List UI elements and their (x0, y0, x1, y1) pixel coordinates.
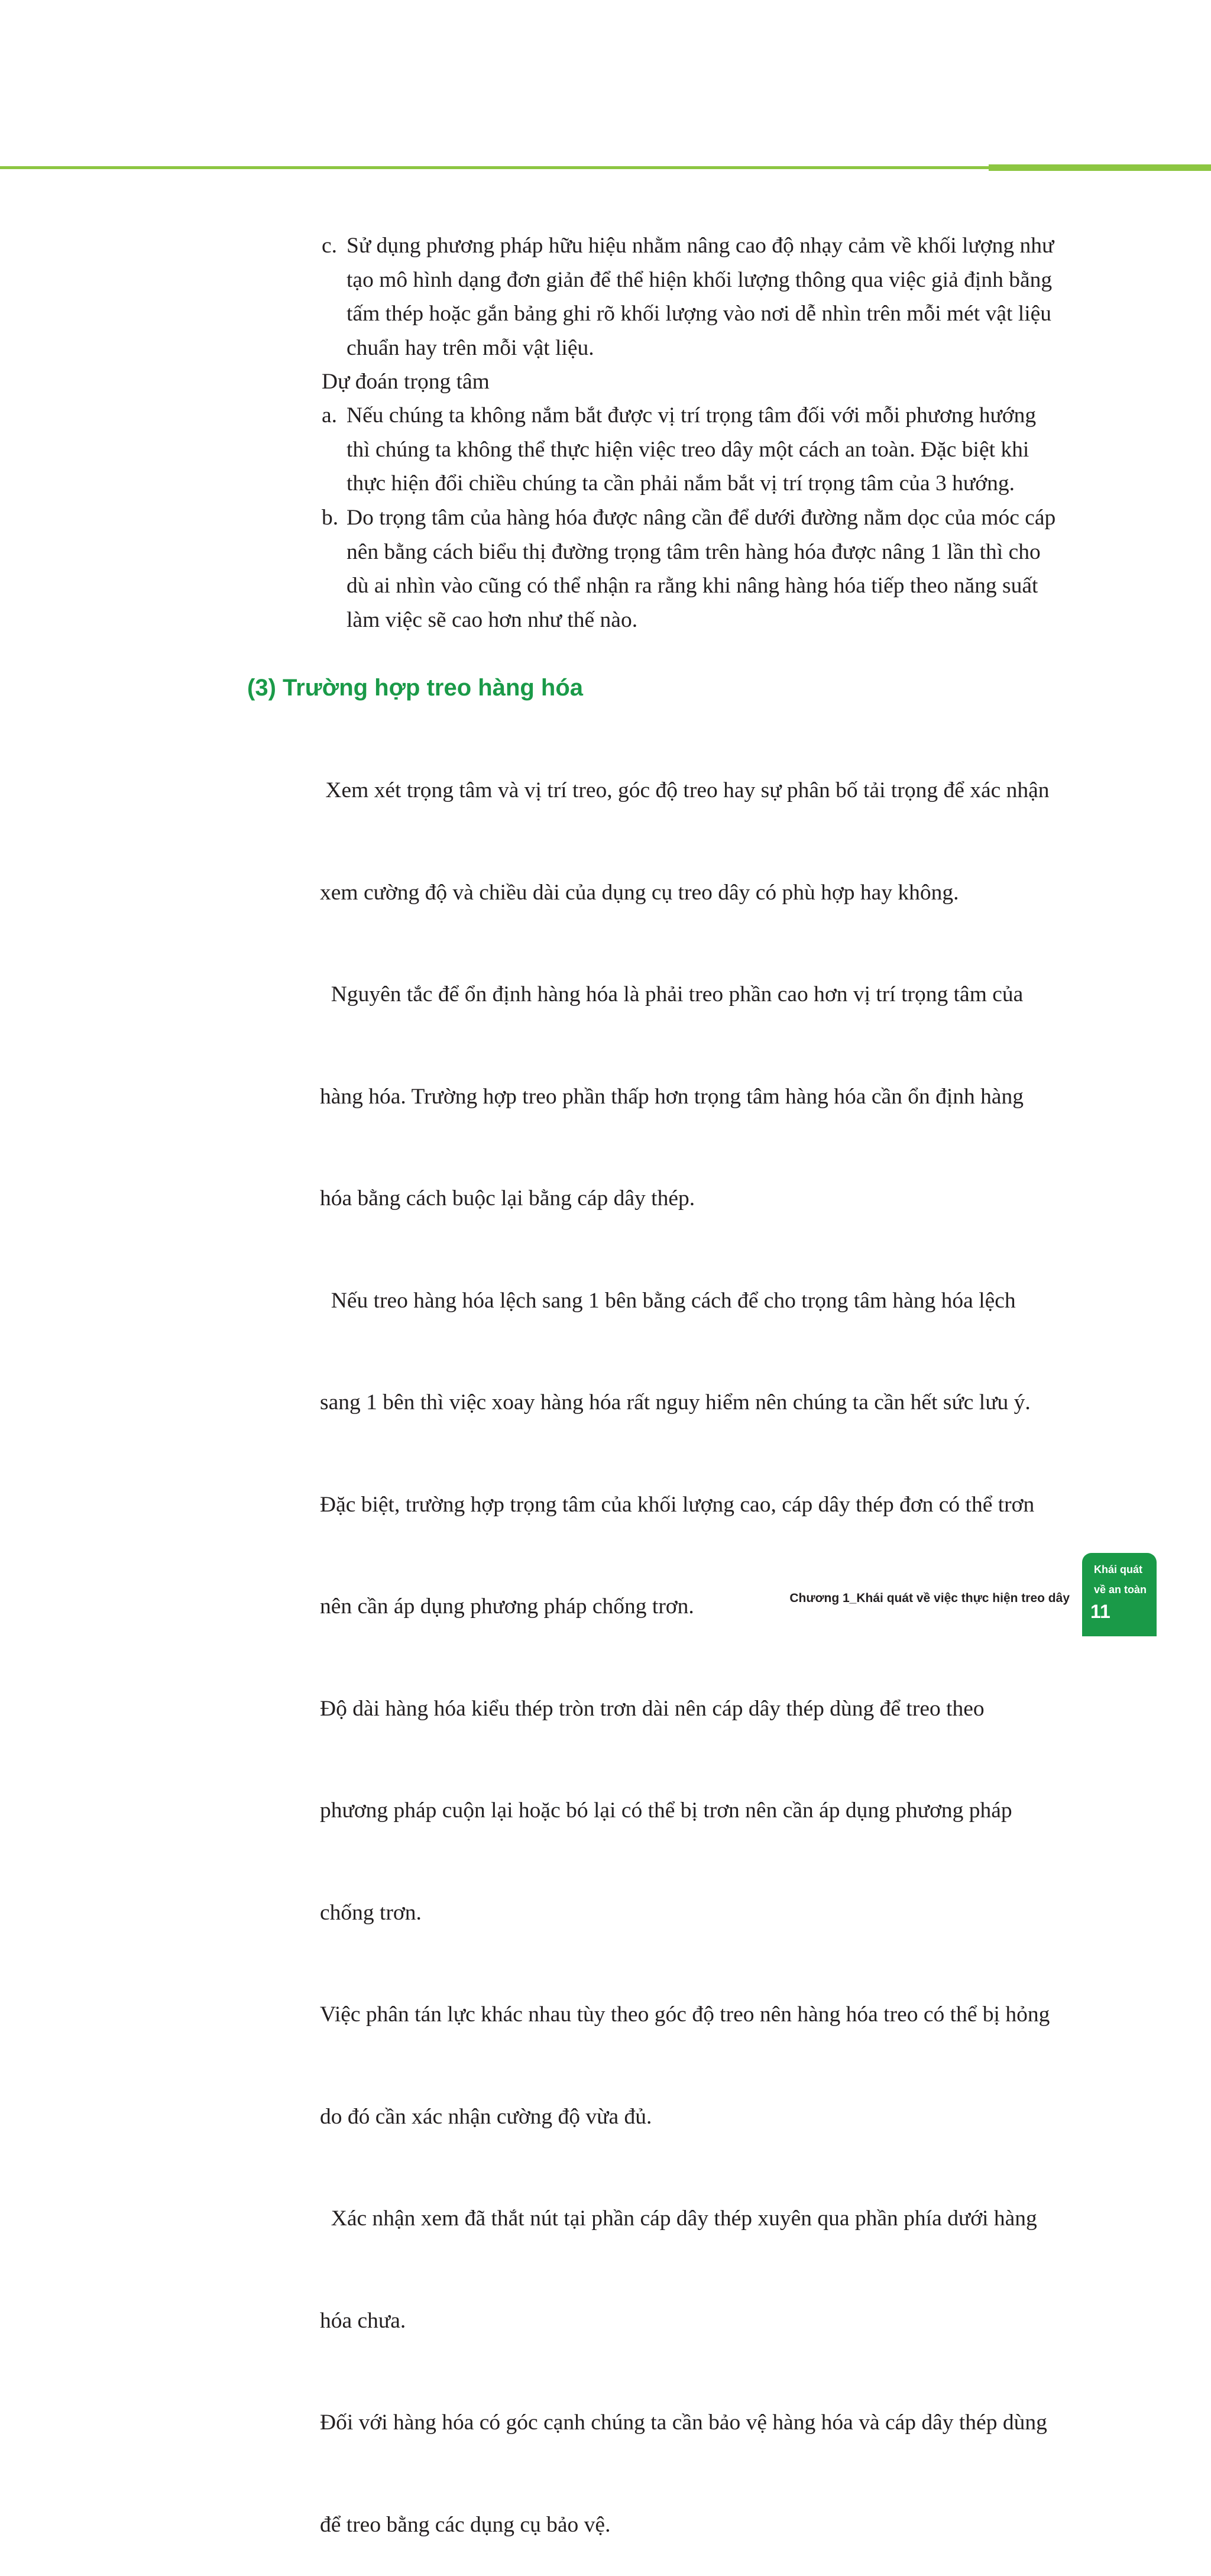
section-body-line: chống trơn. (320, 1900, 422, 1925)
section-body-line: do đó cần xác nhận cường độ vừa đủ. (320, 2104, 652, 2129)
list-label-a: a. (322, 403, 338, 428)
section-body-line: hóa bằng cách buộc lại bằng cáp dây thép. (320, 1186, 695, 1211)
list-item-c (322, 229, 1054, 365)
section-body-line: phương pháp cuộn lại hoặc bó lại có thể bị trơn nên cần áp dụng phương pháp (320, 1798, 1012, 1823)
section-body-line: Đối với hàng hóa có góc cạnh chúng ta cần bảo vệ hàng hóa và cáp dây thép dùng (320, 2410, 1047, 2435)
subheading-center-of-gravity: Dự đoán trọng tâm (322, 370, 490, 394)
section-body-line: Độ dài hàng hóa kiểu thép tròn trơn dài nên cáp dây thép dùng để treo theo (320, 1696, 985, 1721)
list-item-a (322, 399, 1037, 501)
list-item-b-line: dù ai nhìn vào cũng có thể nhận ra rằng khi nâng hàng hóa tiếp theo năng suất (347, 574, 1038, 598)
page-number: 11 (1090, 1601, 1110, 1622)
section-body-line: hóa chưa. (320, 2308, 406, 2333)
section-body-line: sang 1 bên thì việc xoay hàng hóa rất nguy hiểm nên chúng ta cần hết sức lưu ý. (320, 1390, 1031, 1415)
header-rule-accent (989, 164, 1211, 171)
list-item-a-line: thì chúng ta không thể thực hiện việc treo dây một cách an toàn. Đặc biệt khi (347, 437, 1029, 462)
list-item-b (322, 501, 1056, 637)
list-item-a-line: Nếu chúng ta không nắm bắt được vị trí trọng tâm đối với mỗi phương hướng (347, 403, 1037, 428)
section-body-line: Xem xét trọng tâm và vị trí treo, góc độ treo hay sự phân bố tải trọng để xác nhận (320, 778, 1050, 802)
section-body-line: Việc phân tán lực khác nhau tùy theo góc độ treo nên hàng hóa treo có thể bị hỏng (320, 2002, 1050, 2027)
chapter-tab (1082, 1553, 1157, 1636)
header-rule (0, 166, 989, 169)
chapter-tab-label: Khái quát (1094, 1564, 1143, 1575)
section-body-line: Đặc biệt, trường hợp trọng tâm của khối lượng cao, cáp dây thép đơn có thể trơn (320, 1492, 1035, 1517)
footer-chapter-title: Chương 1_Khái quát về việc thực hiện treo dây (789, 1591, 1070, 1605)
section-heading: (3) Trường hợp treo hàng hóa (247, 675, 584, 701)
section-body-line: hàng hóa. Trường hợp treo phần thấp hơn trọng tâm hàng hóa cần ổn định hàng (320, 1084, 1024, 1109)
list-label-c: c. (322, 234, 338, 258)
section-body (320, 706, 1050, 2576)
list-item-c-line: tạo mô hình dạng đơn giản để thể hiện khối lượng thông qua việc giả định bằng (347, 267, 1053, 292)
section-body-line: Nguyên tắc để ổn định hàng hóa là phải treo phần cao hơn vị trí trọng tâm của (320, 982, 1024, 1007)
section-body-line: Nếu treo hàng hóa lệch sang 1 bên bằng cách để cho trọng tâm hàng hóa lệch (320, 1288, 1016, 1313)
list-item-b-line: Do trọng tâm của hàng hóa được nâng cần để dưới đường nằm dọc của móc cáp (347, 506, 1056, 530)
section-body-line: Xác nhận xem đã thắt nút tại phần cáp dây thép xuyên qua phần phía dưới hàng (320, 2206, 1037, 2231)
section-body-line: xem cường độ và chiều dài của dụng cụ treo dây có phù hợp hay không. (320, 880, 959, 905)
chapter-tab-label: về an toàn (1094, 1584, 1147, 1596)
list-item-b-line: nên bằng cách biểu thị đường trọng tâm trên hàng hóa được nâng 1 lần thì cho (347, 539, 1041, 564)
section-body-line: nên cần áp dụng phương pháp chống trơn. (320, 1594, 694, 1619)
list-label-b: b. (322, 506, 339, 530)
list-item-c-line: chuẩn hay trên mỗi vật liệu. (347, 335, 594, 360)
list-item-a-line: thực hiện đổi chiều chúng ta cần phải nắm bắt vị trí trọng tâm của 3 hướng. (347, 471, 1015, 496)
section-body-line: để treo bằng các dụng cụ bảo vệ. (320, 2512, 611, 2537)
list-item-c-line: tấm thép hoặc gắn bảng ghi rõ khối lượng vào nơi dễ nhìn trên mỗi mét vật liệu (347, 302, 1052, 326)
list-item-b-line: làm việc sẽ cao hơn như thế nào. (347, 607, 638, 632)
list-item-c-line: Sử dụng phương pháp hữu hiệu nhằm nâng cao độ nhạy cảm về khối lượng như (347, 234, 1054, 258)
